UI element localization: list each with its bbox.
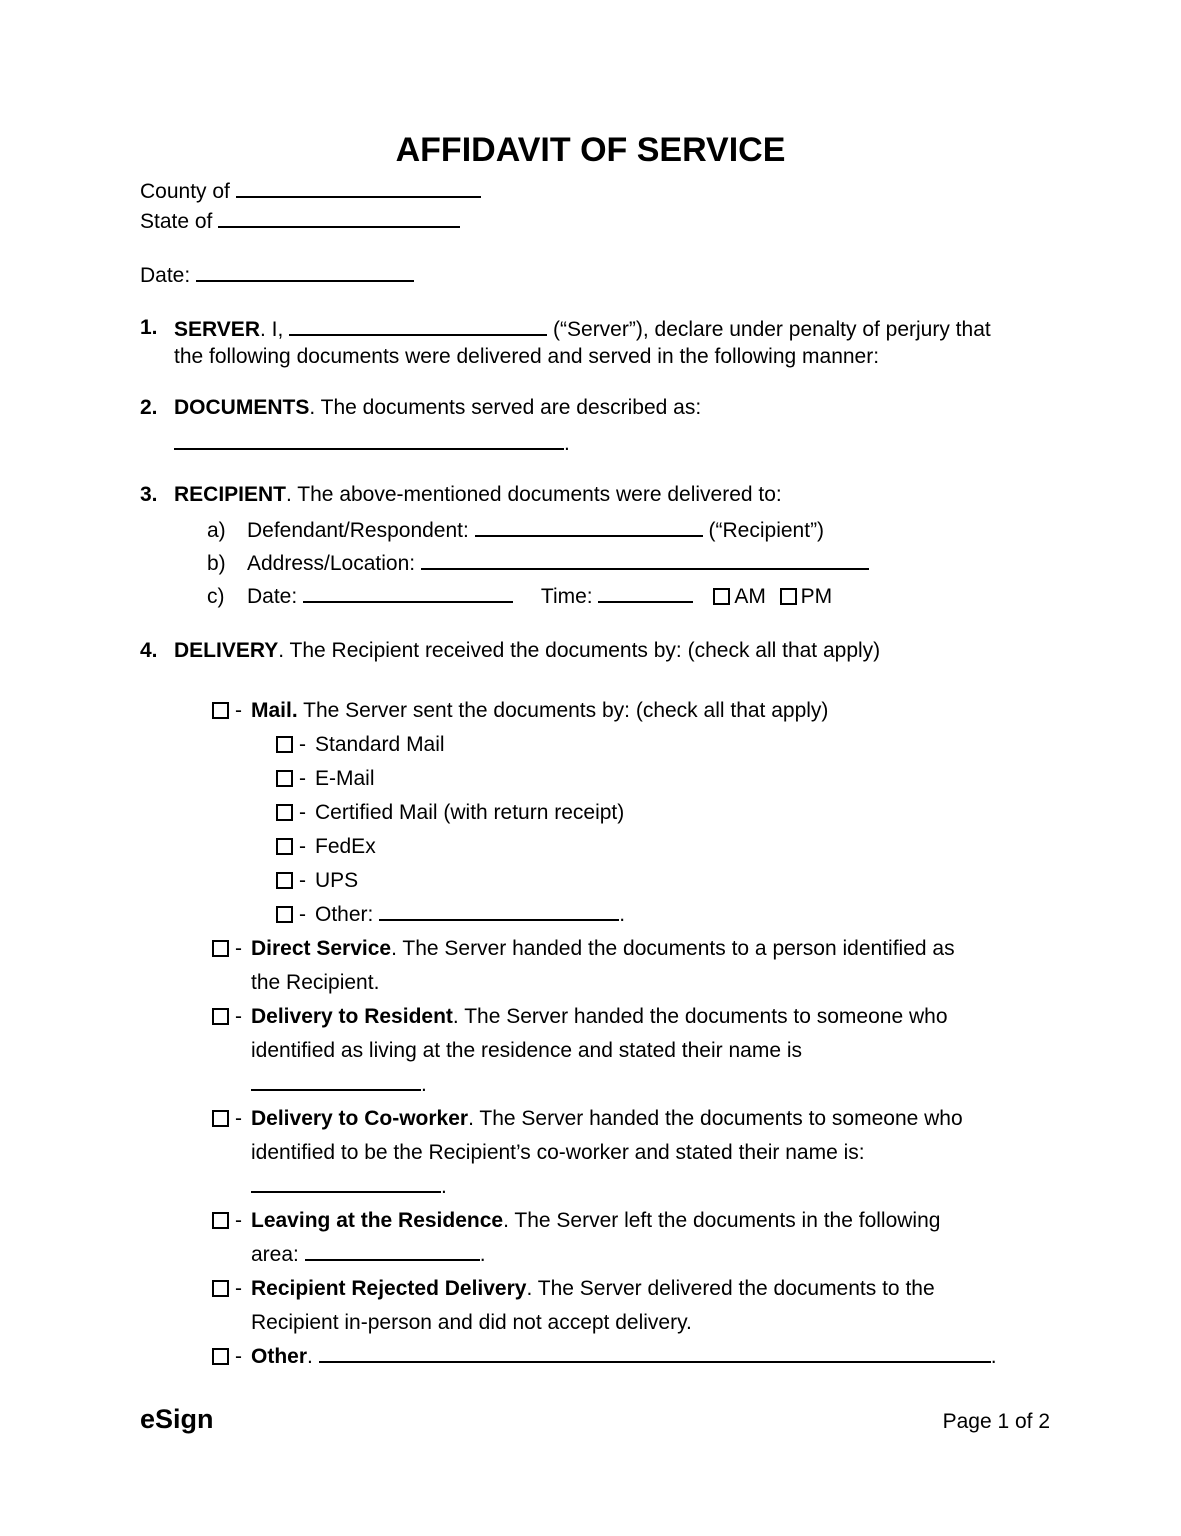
coworker-line-1: . The Server handed the documents to someone who xyxy=(468,1107,963,1130)
server-lead-text: . I, xyxy=(259,318,284,341)
resident-line-1: . The Server handed the documents to someone who xyxy=(452,1005,948,1028)
service-time-label: Time: xyxy=(540,585,593,608)
rejected-line-2: Recipient in-person and did not accept delivery. xyxy=(251,1311,692,1334)
certified-mail-label: Certified Mail (with return receipt) xyxy=(315,801,625,824)
delivery-option-resident xyxy=(212,1000,1041,1102)
resident-checkbox[interactable] xyxy=(212,1008,229,1025)
documents-period: . xyxy=(564,432,570,455)
address-label: Address/Location: xyxy=(247,552,416,575)
delivery-option-leaving-residence xyxy=(212,1204,1041,1272)
coworker-period: . xyxy=(441,1175,447,1198)
documents-blank[interactable] xyxy=(174,428,564,450)
am-label: AM xyxy=(734,585,766,608)
dash: - xyxy=(299,767,306,790)
rejected-delivery-checkbox[interactable] xyxy=(212,1280,229,1297)
coworker-name-blank[interactable] xyxy=(251,1171,441,1193)
direct-service-line-1: . The Server handed the documents to a person identified as xyxy=(391,937,955,960)
state-row xyxy=(140,206,1041,236)
coworker-checkbox[interactable] xyxy=(212,1110,229,1127)
pm-checkbox[interactable] xyxy=(780,588,797,605)
mail-label: Mail. xyxy=(251,699,298,722)
recipient-row-b xyxy=(207,547,1041,580)
server-line-2: the following documents were delivered and served in the following manner: xyxy=(174,345,880,368)
section-title-recipient: RECIPIENT xyxy=(174,483,287,506)
resident-text xyxy=(251,1000,1041,1102)
pm-label: PM xyxy=(800,585,833,608)
mail-option-email xyxy=(276,762,1041,796)
mail-other-period: . xyxy=(619,903,626,926)
rejected-line-1: . The Server delivered the documents to the xyxy=(526,1277,935,1300)
recipient-row-c xyxy=(207,580,1041,613)
ups-label: UPS xyxy=(315,869,359,892)
county-blank[interactable] xyxy=(236,176,481,198)
defendant-label: Defendant/Respondent: xyxy=(247,519,469,542)
section-title-documents: DOCUMENTS xyxy=(174,396,310,419)
dash: - xyxy=(235,1209,242,1232)
page-footer xyxy=(140,1404,1050,1435)
dash: - xyxy=(235,1107,242,1130)
other-delivery-blank[interactable] xyxy=(319,1341,991,1363)
item-key-a: a) xyxy=(207,519,226,542)
mail-other-label: Other: xyxy=(315,903,374,926)
mail-other-checkbox[interactable] xyxy=(276,906,293,923)
dash: - xyxy=(299,903,306,926)
am-checkbox[interactable] xyxy=(713,588,730,605)
section-number: 2. xyxy=(140,396,158,419)
section-number: 3. xyxy=(140,483,158,506)
delivery-heading xyxy=(174,637,1041,664)
delivery-option-coworker xyxy=(212,1102,1041,1204)
other-delivery-label: Other xyxy=(251,1345,308,1368)
recipient-suffix: (“Recipient”) xyxy=(708,519,825,542)
section-recipient xyxy=(140,481,1041,613)
other-delivery-checkbox[interactable] xyxy=(212,1348,229,1365)
service-time-blank[interactable] xyxy=(598,581,693,603)
coworker-blank-row xyxy=(251,1170,1041,1204)
service-date-blank[interactable] xyxy=(303,581,513,603)
fedex-label: FedEx xyxy=(315,835,376,858)
recipient-name-blank[interactable] xyxy=(475,515,703,537)
resident-period: . xyxy=(421,1073,427,1096)
resident-blank-row xyxy=(251,1068,1041,1102)
date-label: Date: xyxy=(140,264,191,287)
mail-option-ups xyxy=(276,864,1041,898)
other-delivery-lead: . xyxy=(307,1345,313,1368)
rejected-delivery-text xyxy=(251,1272,1041,1340)
page-title: AFFIDAVIT OF SERVICE xyxy=(395,131,786,169)
coworker-label: Delivery to Co-worker xyxy=(251,1107,469,1130)
resident-name-blank[interactable] xyxy=(251,1069,421,1091)
header-block xyxy=(140,176,1041,236)
dash: - xyxy=(299,801,306,824)
mail-option-certified-mail xyxy=(276,796,1041,830)
date-row xyxy=(140,260,1041,290)
state-blank[interactable] xyxy=(218,206,460,228)
dash: - xyxy=(299,869,306,892)
section-delivery xyxy=(140,637,1041,1374)
page-number: Page 1 of 2 xyxy=(942,1410,1050,1433)
area-label: area: xyxy=(251,1243,299,1266)
server-line-1 xyxy=(174,314,1041,343)
delivery-option-direct-service xyxy=(212,932,1041,1000)
standard-mail-checkbox[interactable] xyxy=(276,736,293,753)
other-delivery-text xyxy=(251,1340,1041,1374)
leaving-blank-row xyxy=(251,1238,1041,1272)
service-date-label: Date: xyxy=(247,585,298,608)
server-name-blank[interactable] xyxy=(289,314,547,336)
dash: - xyxy=(235,1345,242,1368)
rejected-delivery-label: Recipient Rejected Delivery xyxy=(251,1277,527,1300)
recipient-heading xyxy=(174,481,1041,508)
section-server xyxy=(140,314,1041,370)
mail-description: The Server sent the documents by: (check all that apply) xyxy=(303,699,829,722)
delivery-options-list xyxy=(174,694,1041,1374)
server-line-1-rest: (“Server”), declare under penalty of perjury that xyxy=(553,318,991,341)
mail-option-fedex xyxy=(276,830,1041,864)
section-number: 4. xyxy=(140,639,158,662)
area-period: . xyxy=(479,1243,486,1266)
item-key-b: b) xyxy=(207,552,226,575)
recipient-row-a xyxy=(207,514,1041,547)
dash: - xyxy=(235,1005,242,1028)
other-delivery-period: . xyxy=(990,1345,997,1368)
mail-other-blank[interactable] xyxy=(379,899,619,921)
coworker-text xyxy=(251,1102,1041,1204)
section-documents xyxy=(140,394,1041,457)
delivery-option-mail xyxy=(212,694,1041,728)
resident-line-2: identified as living at the residence and stated their name is xyxy=(251,1039,802,1062)
leaving-residence-label: Leaving at the Residence xyxy=(251,1209,504,1232)
documents-blank-row xyxy=(174,428,1041,457)
direct-service-text xyxy=(251,932,1041,1000)
mail-text xyxy=(251,694,1041,728)
coworker-line-2: identified to be the Recipient’s co-worker and stated their name is: xyxy=(251,1141,865,1164)
direct-service-label: Direct Service xyxy=(251,937,392,960)
mail-checkbox[interactable] xyxy=(212,702,229,719)
date-blank[interactable] xyxy=(196,260,414,282)
address-blank[interactable] xyxy=(421,548,869,570)
dash: - xyxy=(299,733,306,756)
direct-service-line-2: the Recipient. xyxy=(251,971,380,994)
email-label: E-Mail xyxy=(315,767,375,790)
delivery-rest: . The Recipient received the documents by: (check all that apply) xyxy=(278,639,881,662)
dash: - xyxy=(235,937,242,960)
mail-option-other xyxy=(276,898,1041,932)
esign-logo: eSign xyxy=(140,1404,214,1434)
county-label: County of xyxy=(140,180,230,203)
section-title-delivery: DELIVERY xyxy=(174,639,279,662)
recipient-rest: . The above-mentioned documents were delivered to: xyxy=(286,483,782,506)
leaving-line-1: . The Server left the documents in the following xyxy=(503,1209,941,1232)
fedex-checkbox[interactable] xyxy=(276,838,293,855)
resident-label: Delivery to Resident xyxy=(251,1005,453,1028)
certified-mail-checkbox[interactable] xyxy=(276,804,293,821)
standard-mail-label: Standard Mail xyxy=(315,733,445,756)
dash: - xyxy=(235,1277,242,1300)
documents-heading xyxy=(174,394,1041,421)
section-number: 1. xyxy=(140,316,158,339)
dash: - xyxy=(299,835,306,858)
state-label: State of xyxy=(140,210,213,233)
leaving-residence-checkbox[interactable] xyxy=(212,1212,229,1229)
item-key-c: c) xyxy=(207,585,225,608)
section-title-server: SERVER xyxy=(174,318,260,341)
leaving-residence-text xyxy=(251,1204,1041,1272)
delivery-option-other xyxy=(212,1340,1041,1374)
delivery-option-rejected xyxy=(212,1272,1041,1340)
dash: - xyxy=(235,699,242,722)
documents-rest: . The documents served are described as: xyxy=(309,396,702,419)
mail-other-text xyxy=(315,898,1041,932)
county-row xyxy=(140,176,1041,206)
mail-option-standard-mail xyxy=(276,728,1041,762)
ups-checkbox[interactable] xyxy=(276,872,293,889)
area-blank[interactable] xyxy=(305,1239,480,1261)
direct-service-checkbox[interactable] xyxy=(212,940,229,957)
email-checkbox[interactable] xyxy=(276,770,293,787)
